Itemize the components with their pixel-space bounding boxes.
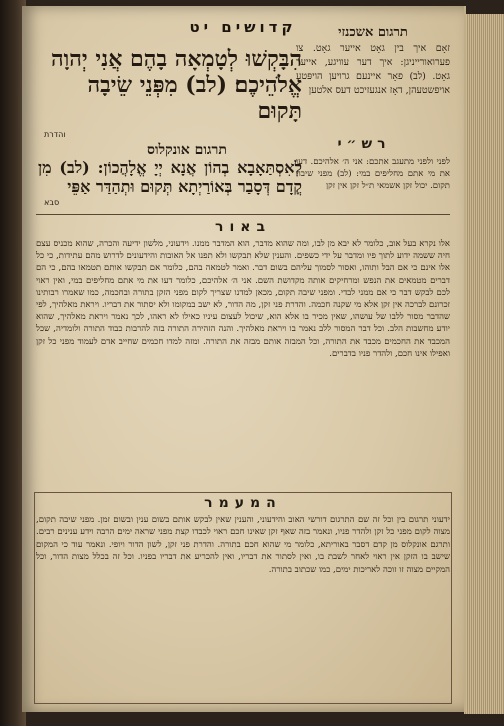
yiddish-translation: זאָם איך בין גאָט אייער גאָט. צו פערואורייניגן: איך דער עוויגע, אייער גאָט. (לב) פאָר איינעם גרויען הויפּטע אויפשטעהן, דאָז אנגעזיכט דעס אלטען [296,43,450,96]
rashi-commentary: לפני ולפני מתעגב אתכם: אני ה׳ אלהיכם. דעו את מי אתם מחליפים במי: (לב) מפני שיבה תקום. יכול זקן אשמאי ת״ל זקן אין זקן [296,157,450,191]
catchword-hadrah: והדרת [44,130,66,139]
section-divider [36,214,450,215]
catchword-sakha: סבא [44,198,60,207]
page-edges [464,14,504,714]
targum-ashkenazi-label: תרגום אשכנזי [338,25,408,40]
meamer-commentary: ידעוני תרגום בין וכל זה שם התרגום דורשי האוב והידעוני, והענין שאין לבקש אותם בשום ענין ובשום זמן. מפני שיבה תקום, מצוה לקום מפני כל זקן ולהדר פניו, ונאמר בזה שאף זקן שאינו חכם ראוי לכבדו קצת מפני שראה ימים הרבה וידע ענינים רבים. ותרגם אונקלוס מן קדם דסבר באוריתא, כלומר מי שהוא חכם בתורה. והדרת פני זקן, לשון הדור ויופי. ונאמר עוד כי המקום שישב בו הזקן אין ראוי לאחר לשבת בו, ואין לסתור את דבריו, ואין להכריע את דבריו בפניו. וכל זה בכלל מצות הדור, וכל המקיים מצוה זו זוכה לאריכות ימים, כמו שכתוב בתורה. [36,515,450,575]
main-verse-text: הִבָּקְשׁוּ לְטָמְאָה בָהֶם אֲנִי יְהוָה אֱלֹהֵיכֶם׃ (לב) מִפְּנֵי שֵׂיבָה תָּקוּם [50,46,302,124]
biur-heading: באור [215,219,271,235]
meamer-heading: המעמר [204,495,282,511]
book-page [22,6,464,712]
onkelos-text: לְאִסְתַּאָבָא בְהוֹן אֲנָא יְיָ אֱלָהֲכוֹן: (לב) מִן קֳדָם דְּסָבַר בְּאוֹרַיְתָא תְּקוּם וּתְהַדַּר אַפֵּי [38,158,302,196]
rashi-label: רש״י [337,136,391,152]
running-head-title: קדושים יט [189,18,297,36]
onkelos-label: תרגום אונקלוס [147,142,227,158]
biur-commentary: אלו נקרא בעל אוב, כלומר לא יבא מן לבו, ומה שהוא מדבר, הוא המדבר ממנו. וידעוני, מלשון ידיעה והכרה, שהוא מכניס עצם חיה ששמה ידוע לתוך פיו ומדבר על ידי כשפים. והענין שלא תבקשו ולא תפנו אל האובות והידעונים לדרוש מהם עתידות, כי כל אלו אינם כי אם הבל ותוהו, ואסור לסמוך עליהם בשום דבר. ואמר לטמאה בהם, כלומר אם תבקשו אותם תטמאו בהם, כי הם דברים מטמאים את הנפש ומרחיקים אותה מקדושת השם. אני ה׳ אלהיכם, כלומר דעו את מי אתם מחליפים במי, ואין ראוי לכם לבקש דבר כי אם ממני לבדי. ומפני שיבה תקום, מכאן למדנו שצריך לקום מפני הזקן בתורה ובחכמה, כמו שאמרו רבותינו זכרונם לברכה אין זקן אלא מי שקנה חכמה. והדרת פני זקן, מה הדור, לא ישב במקומו ולא יסתור את דבריו. ויראת מאלהיך, לפי שהדבר מסור ללבו של עושהו, שאין מכיר בו אלא הוא, שיכול לעצום עיניו כאילו לא ראהו, לכך נאמר ויראת מאלהיך, שהוא יודע מחשבות הלב. וכל דבר המסור ללב נאמר בו ויראת מאלהיך. והנה הזהירה התורה בזה להרבות כבוד התורה ולומדיה, שכל המכבד את החכמים מכבד את התורה, וכל המבזה אותם מבזה את התורה. ומזה למדו חכמים שחייב אדם לעמוד מפני כל זקן ואפילו אינו חכם, ולהדר פניו בדברים. [36,239,450,359]
